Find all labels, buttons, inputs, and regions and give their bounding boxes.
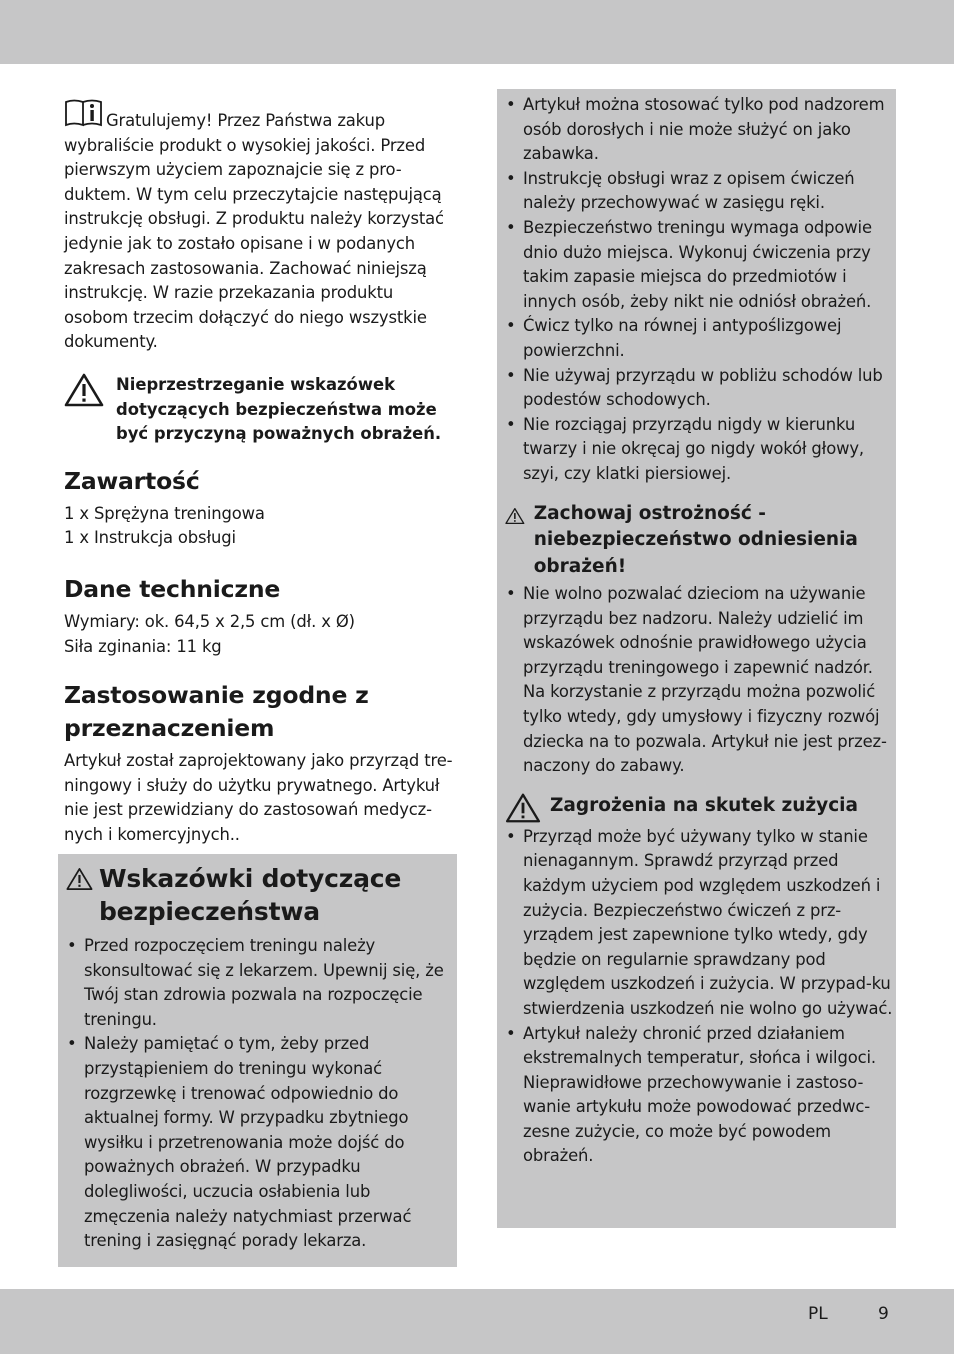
safety-list [58,934,457,1254]
top-band [0,0,954,64]
contents-heading: Zawartość [64,466,200,495]
list-item: • Artykuł należy chronić przed działaniem ekstremalnych temperatur, słońca i wilgoci. Nieprawidłowe przechowywanie i zastoso-wanie artykułu może powodować przedwc-zesne zużycie, co może być powodem obrażeń. [497,1022,896,1170]
wear-heading: Zagrożenia na skutek zużycia [550,794,858,816]
intro-text: Gratulujemy! Przez Państwa zakup wybraliście produkt o wysokiej jakości. Przed pierwszym użyciem zapoznajcie się z pro-duktem. W tym celu przeczytajcie następującą instrukcję obsługi. Z produktu należy korzystać jedynie jak to zostało opisane i w podanych zakresach zastosowania. Zachować niniejszą instrukcję. W razie przekazania produktu osobom trzecim dołączyć do niego wszystkie dokumenty. [64,111,444,352]
list-item: • Artykuł można stosować tylko pod nadzorem osób dorosłych i nie może służyć on jako zabawka. [497,93,896,167]
warning-triangle-icon [66,862,93,896]
intro-paragraph [64,98,456,355]
warning-triangle-icon [505,793,541,823]
list-item: • Nie używaj przyrządu w pobliżu schodów lub podestów schodowych. [497,364,896,413]
right-safety-box [497,89,896,1228]
caution-heading: Zachowaj ostrożność - niebezpieczeństwo odniesienia obrażeń! [533,502,858,577]
contents-item: 1 x Instrukcja obsługi [64,528,236,548]
warning-triangle-icon [64,373,104,407]
contents-item: 1 x Sprężyna treningowa [64,503,265,523]
warning-triangle-icon [505,501,525,531]
usage-heading: Zastosowanie zgodne z przeznaczeniem [64,681,369,743]
intro-warning [64,373,456,447]
safety-heading: Wskazówki dotyczące bezpieczeństwa [98,864,402,926]
wear-list [497,825,896,1169]
list-item: • Przyrząd może być używany tylko w stanie nienagannym. Sprawdź przyrząd przed każdym użyciem pod względem uszkodzeń i zużycia. Bezpieczeństwo ćwiczeń z prz-yrządem jest zapewnione tylko wtedy, gdy będzie on regularnie sprawdzany pod względem uszkodzeń i zużycia. W przypad-ku stwierdzenia uszkodzeń nie wolno go używać. [497,825,896,1022]
contents-list [64,502,456,551]
footer-language: PL [808,1304,828,1324]
intro-warning-text: Nieprzestrzeganie wskazówek dotyczących bezpieczeństwa może być przyczyną poważnych obrażeń. [116,374,442,444]
tech-list [64,610,456,659]
tech-item: Siła zginania: 11 kg [64,636,222,656]
safety-header [58,854,457,928]
safety-box [58,854,457,1267]
list-item: • Ćwicz tylko na równej i antypoślizgowej powierzchni. [497,314,896,363]
left-column [64,98,456,847]
page-number: 9 [878,1304,889,1324]
list-item: • Nie wolno pozwalać dzieciom na używanie przyrządu bez nadzoru. Należy udzielić im wskazówek odnośnie prawidłowego użycia przyrządu treningowego i zapewnić nadzór. Na korzystanie z przyrządu można pozwolić tylko wtedy, gdy umysłowy i fizyczny rozwój dziecka na to pozwala. Artykuł nie jest przez-naczony do zabawy. [497,582,896,779]
caution-list [497,582,896,779]
usage-text: Artykuł został zaprojektowany jako przyrząd tre-ningowy i służy do użytku prywatnego. Artykuł nie jest przewidziany do zastosowań medycz-nych i komercyjnych.. [64,751,453,844]
tech-item: Wymiary: ok. 64,5 x 2,5 cm (dł. x Ø) [64,611,355,631]
caution-header [505,501,896,581]
list-item: • Przed rozpoczęciem treningu należy skonsultować się z lekarzem. Upewnij się, że Twój stan zdrowia pozwala na rozpoczęcie treningu. [58,934,457,1032]
list-item: • Należy pamiętać o tym, żeby przed przystąpieniem do treningu wykonać rozgrzewkę i trenować odpowiednio do aktualnej formy. W przypadku zbytniego wysiłku i przetrenowania może dojść do poważnych obrażeń. W przypadku dolegliwości, uczucia osłabienia lub zmęczenia należy natychmiast przerwać trening i zasięgnąć porady lekarza. [58,1032,457,1253]
general-safety-list [497,93,896,487]
list-item: • Nie rozciągaj przyrządu nigdy w kierunku twarzy i nie okręcaj go nigdy wokół głowy, szyi, czy klatki piersiowej. [497,413,896,487]
list-item: • Bezpieczeństwo treningu wymaga odpowie dnio dużo miejsca. Wykonuj ćwiczenia przy takim zapasie miejsca do przedmiotów i innych osób, żeby nikt nie odniósł obrażeń. [497,216,896,314]
list-item: • Instrukcję obsługi wraz z opisem ćwiczeń należy przechowywać w zasięgu ręki. [497,167,896,216]
tech-heading: Dane techniczne [64,574,281,603]
wear-header [505,793,896,823]
info-manual-icon [64,98,104,128]
